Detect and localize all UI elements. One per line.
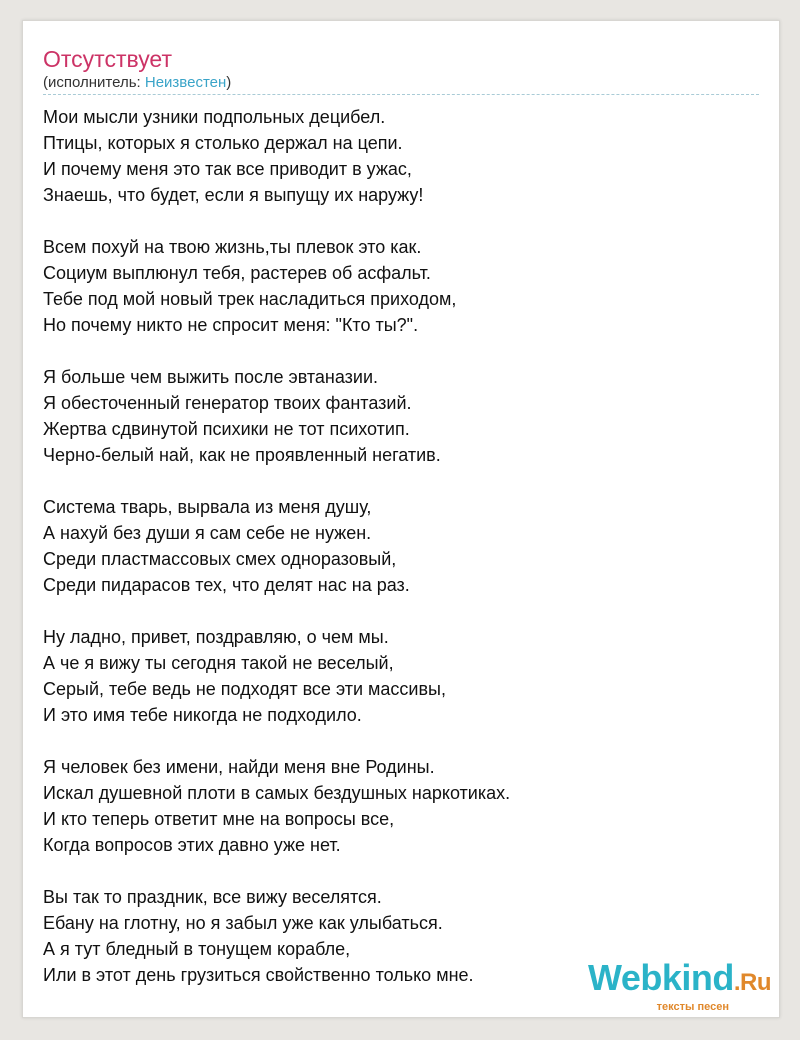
song-title: Отсутствует	[43, 46, 172, 72]
lyric-line: Тебе под мой новый трек насладиться приходом,	[43, 289, 457, 309]
stanza	[43, 234, 759, 338]
logo-wordmark	[587, 957, 771, 1001]
lyric-line: Я больше чем выжить после эвтаназии.	[43, 367, 379, 387]
title-divider	[43, 94, 759, 95]
lyric-line: Всем похуй на твою жизнь,ты плевок это как.	[43, 237, 422, 257]
lyric-line: Когда вопросов этих давно уже нет.	[43, 835, 341, 855]
lyric-line: Я человек без имени, найди меня вне Родины.	[43, 757, 435, 777]
lyric-line: Ебану на глотну, но я забыл уже как улыбаться.	[43, 913, 443, 933]
lyrics-body	[43, 104, 759, 1014]
logo-tld: .Ru	[733, 969, 771, 996]
lyric-line: Среди пидарасов тех, что делят нас на раз.	[43, 575, 410, 595]
stanza	[43, 494, 759, 598]
lyric-line: Ну ладно, привет, поздравляю, о чем мы.	[43, 627, 389, 647]
lyrics-card	[22, 20, 780, 1018]
artist-prefix: (исполнитель:	[43, 74, 145, 91]
lyric-line: Черно-белый най, как не проявленный негатив.	[43, 445, 441, 465]
site-logo[interactable]	[587, 957, 771, 1013]
lyric-line: Я обесточенный генератор твоих фантазий.	[43, 393, 412, 413]
artist-suffix: )	[226, 74, 232, 91]
lyric-line: Но почему никто не спросит меня: "Кто ты?".	[43, 315, 419, 335]
lyric-line: Птицы, которых я столько держал на цепи.	[43, 133, 403, 153]
lyric-line: Или в этот день грузиться свойственно только мне.	[43, 965, 474, 985]
logo-brand: Webkind	[587, 957, 734, 998]
lyric-line: Социум выплюнул тебя, растерев об асфальт.	[43, 263, 431, 283]
lyric-line: Среди пластмассовых смех одноразовый,	[43, 549, 397, 569]
lyric-line: А че я вижу ты сегодня такой не веселый,	[43, 653, 394, 673]
lyric-line: И почему меня это так все приводит в ужас,	[43, 159, 412, 179]
lyric-line: Мои мысли узники подпольных децибел.	[43, 107, 386, 127]
stanza	[43, 624, 759, 728]
artist-line	[43, 74, 231, 92]
lyric-line: Система тварь, вырвала из меня душу,	[43, 497, 372, 517]
stanza	[43, 754, 759, 858]
lyric-line: А я тут бледный в тонущем корабле,	[43, 939, 351, 959]
lyric-line: Жертва сдвинутой психики не тот психотип.	[43, 419, 410, 439]
lyric-line: И кто теперь ответит мне на вопросы все,	[43, 809, 395, 829]
lyric-line: Знаешь, что будет, если я выпущу их наружу!	[43, 185, 424, 205]
stanza	[43, 364, 759, 468]
lyric-line: А нахуй без души я сам себе не нужен.	[43, 523, 372, 543]
logo-tagline: тексты песен	[656, 1001, 729, 1013]
lyric-line: И это имя тебе никогда не подходило.	[43, 705, 362, 725]
lyric-line: Вы так то праздник, все вижу веселятся.	[43, 887, 382, 907]
artist-link[interactable]: Неизвестен	[144, 74, 227, 91]
lyric-line: Серый, тебе ведь не подходят все эти массивы,	[43, 679, 446, 699]
lyric-line: Искал душевной плоти в самых бездушных наркотиках.	[43, 783, 511, 803]
stanza	[43, 104, 759, 208]
